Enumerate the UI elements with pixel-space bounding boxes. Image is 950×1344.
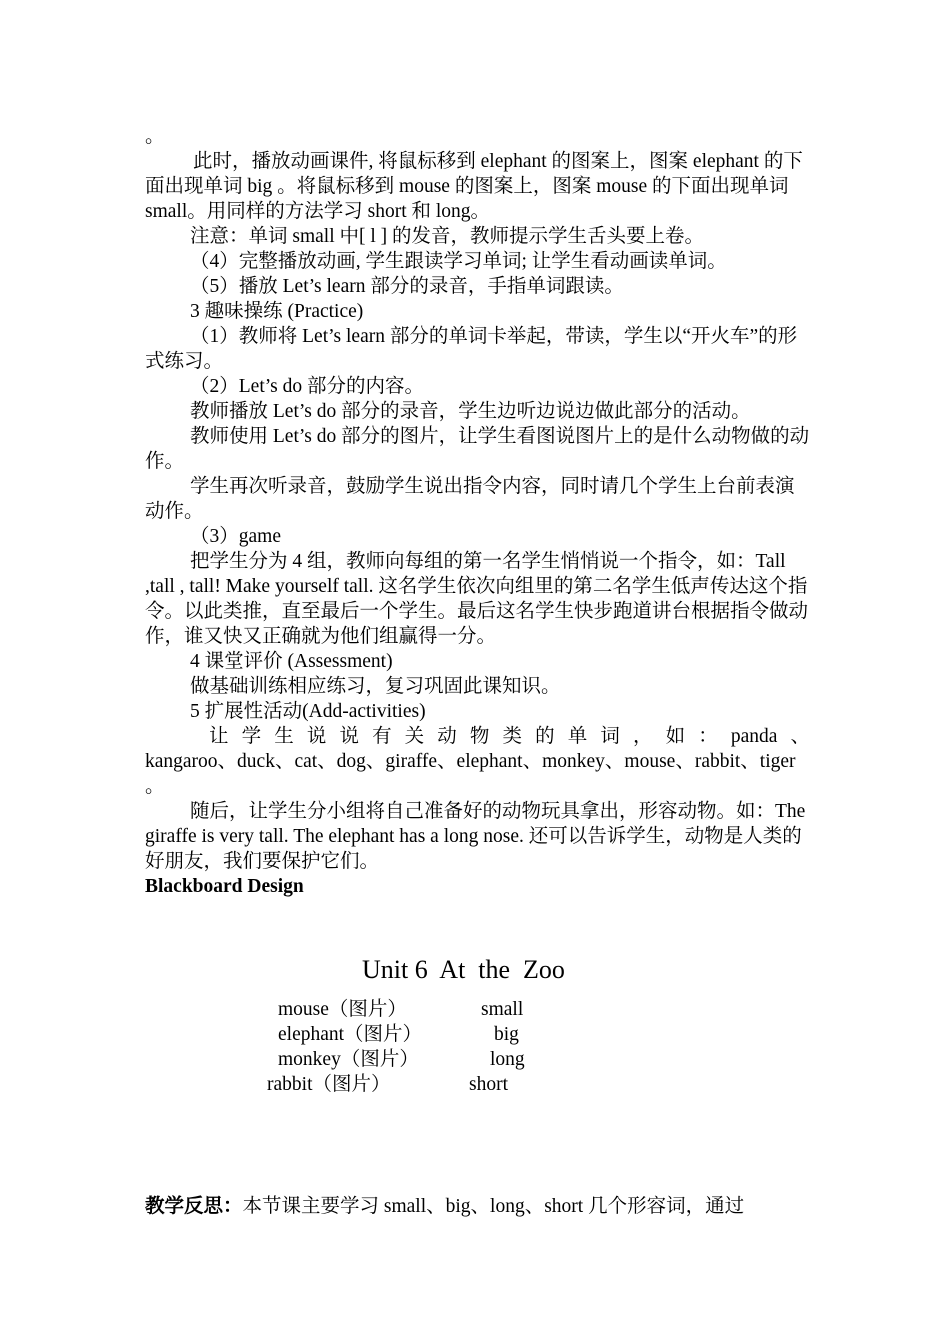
- blackboard-word-small: small: [481, 999, 524, 1020]
- heading-assessment: 4 课堂评价 (Assessment): [190, 651, 393, 672]
- blackboard-word-short: short: [469, 1074, 508, 1095]
- paragraph-game-title: （3）game: [190, 526, 281, 547]
- blackboard-word-big: big: [494, 1024, 519, 1045]
- section-heading-blackboard: Blackboard Design: [145, 876, 304, 897]
- paragraph-step-5: （5）播放 Let’s learn 部分的录音，手指单词跟读。: [190, 276, 624, 297]
- reflection-text: 本节课主要学习 small、big、long、short 几个形容词，通过: [242, 1196, 745, 1217]
- paragraph-lets-do-audio: 教师播放 Let’s do 部分的录音，学生边听边说边做此部分的活动。: [190, 401, 751, 422]
- lesson-body: [145, 124, 810, 899]
- paragraph-game-rules: 把学生分为 4 组，教师向每组的第一名学生悄悄说一个指令，如：Tall ,tall , tall! Make yourself tall. 这名学生依次向组里的第二名学生低声传达这个指令。以此类推，直至最后一个学生。最后这名学生快步跑道讲台根据指令做动作，谁又快又正确就为他们组赢得一分。: [145, 551, 809, 647]
- teaching-reflection: [145, 1194, 810, 1219]
- paragraph-animal-words-list: kangaroo、duck、cat、dog、giraffe、elephant、monkey、mouse、rabbit、tiger 。: [145, 751, 796, 797]
- paragraph-step-4: （4）完整播放动画, 学生跟读学习单词; 让学生看动画读单词。: [190, 251, 727, 272]
- reflection-label: 教学反思：: [145, 1196, 243, 1217]
- blackboard-title: Unit 6 At the Zoo: [362, 955, 565, 984]
- paragraph-toys: 随后，让学生分小组将自己准备好的动物玩具拿出，形容动物。如：The giraffe is very tall. The elephant has a long nose. 还可以告诉学生，动物是人类的好朋友，我们要保护它们。: [145, 801, 806, 872]
- paragraph-assessment: 做基础训练相应练习，复习巩固此课知识。: [190, 676, 561, 697]
- paragraph-practice-2: （2）Let’s do 部分的内容。: [190, 376, 424, 397]
- blackboard-animal-mouse: mouse（图片）: [278, 999, 407, 1020]
- paragraph-listen-again: 学生再次听录音，鼓励学生说出指令内容，同时请几个学生上台前表演动作。: [145, 476, 795, 522]
- blackboard-animal-rabbit: rabbit（图片）: [267, 1074, 391, 1095]
- blackboard-animal-monkey: monkey（图片）: [278, 1049, 419, 1070]
- paragraph-animation: 此时，播放动画课件, 将鼠标移到 elephant 的图案上，图案 elephant 的下面出现单词 big 。将鼠标移到 mouse 的图案上，图案 mouse 的下面出现单词 small。用同样的方法学习 short 和 long。: [145, 151, 803, 222]
- heading-practice: 3 趣味操练 (Practice): [190, 301, 364, 322]
- blackboard-animal-elephant: elephant（图片）: [278, 1024, 423, 1045]
- paragraph-animal-words-intro: 让学生说说有关动物类的单词，如：panda、: [209, 726, 810, 747]
- paragraph-lets-do-picture: 教师使用 Let’s do 部分的图片，让学生看图说图片上的是什么动物做的动作。: [145, 426, 810, 472]
- paragraph-practice-1: （1）教师将 Let’s learn 部分的单词卡举起，带读，学生以“开火车”的形式练习。: [145, 326, 798, 372]
- paragraph-period: 。: [145, 126, 165, 147]
- blackboard-word-long: long: [490, 1049, 525, 1070]
- heading-add-activities: 5 扩展性活动(Add-activities): [190, 701, 426, 722]
- paragraph-note: 注意：单词 small 中[ l ] 的发音，教师提示学生舌头要上卷。: [190, 226, 705, 247]
